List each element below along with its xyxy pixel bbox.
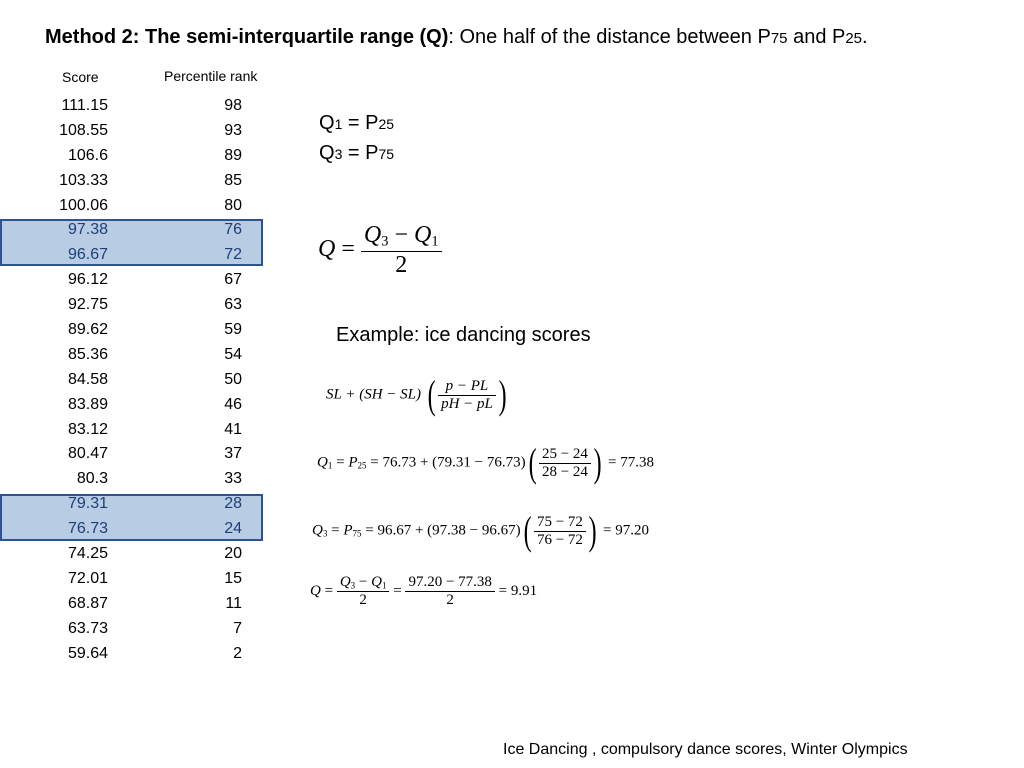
q-calc-frac2: [405, 574, 494, 609]
q3-calc-result: = 97.20: [599, 522, 649, 539]
table-row: [0, 642, 270, 667]
q-calc-num2: 97.20 − 77.38: [408, 574, 492, 590]
percentile-cell: 15: [224, 569, 242, 587]
q3-calc-expr: = 96.67 + (97.38 − 96.67): [361, 522, 521, 539]
q1-calc-p: P: [348, 454, 358, 471]
score-cell: 63.73: [67, 619, 108, 637]
percentile-cell: 54: [224, 345, 242, 363]
q1-calc-lhs: Q: [317, 454, 328, 471]
table-row: [0, 293, 270, 318]
percentile-cell: 28: [224, 495, 242, 513]
title-bold: Method 2: The semi-interquartile range (Q): [45, 26, 449, 48]
title-text-a: : One half of the distance between P: [448, 26, 771, 48]
q3-def-eq: = P: [342, 142, 379, 164]
table-row: [0, 268, 270, 293]
percentile-cell: 76: [224, 221, 242, 239]
q1-calc-lhs-sub: 1: [327, 460, 333, 471]
q1-calc-p-sub: 25: [357, 460, 367, 471]
q-calc-lhs: Q: [310, 582, 321, 599]
score-cell: 106.6: [67, 146, 108, 164]
table-row: [0, 218, 270, 243]
table-row: [0, 567, 270, 592]
score-cell: 85.36: [67, 345, 108, 363]
q3-calc-num: 75 − 72: [536, 513, 583, 530]
q3-def-lhs: Q: [319, 142, 335, 164]
table-row: [0, 542, 270, 567]
table-row: [0, 442, 270, 467]
score-cell: 96.67: [67, 246, 108, 264]
score-cell: 59.64: [67, 644, 108, 662]
percentile-cell: 33: [224, 470, 242, 488]
percentile-cell: 20: [224, 545, 242, 563]
percentile-cell: 24: [224, 520, 242, 538]
percentile-cell: 2: [233, 644, 242, 662]
score-cell: 83.89: [67, 395, 108, 413]
q3-def-lhs-sub: 3: [334, 146, 343, 162]
q-calc-eq: =: [320, 582, 337, 599]
q-formula-den: 2: [361, 251, 442, 279]
q-calc-num1-b-sub: 1: [381, 580, 387, 591]
percentile-cell: 41: [224, 420, 242, 438]
interp-den: pH − pL: [438, 395, 496, 413]
q-formula: [318, 222, 442, 279]
q3-def-rhs-sub: 75: [378, 146, 395, 162]
percentile-cell: 67: [224, 271, 242, 289]
q-calc-num1-minus: −: [355, 574, 372, 590]
percentile-cell: 89: [224, 146, 242, 164]
q-calc-eq2: =: [389, 582, 406, 599]
table-row: [0, 94, 270, 119]
score-cell: 68.87: [67, 594, 108, 612]
table-row: [0, 144, 270, 169]
q1-calc-den: 28 − 24: [539, 463, 591, 481]
q1-calc-num: 25 − 24: [541, 445, 588, 462]
q-calc-num1-a-sub: 3: [350, 580, 356, 591]
table-row: [0, 592, 270, 617]
q3-calc-p-sub: 75: [352, 528, 362, 539]
q-calc-result: = 9.91: [494, 582, 538, 599]
score-cell: 84.58: [67, 370, 108, 388]
score-cell: 80.3: [76, 470, 108, 488]
score-cell: 83.12: [67, 420, 108, 438]
q1-calc-result: = 77.38: [604, 454, 654, 471]
table-row: [0, 492, 270, 517]
percentile-cell: 93: [224, 121, 242, 139]
percentile-header: Percentile rank: [164, 68, 258, 84]
table-row: [0, 318, 270, 343]
q1-calc-expr: = 76.73 + (79.31 − 76.73): [366, 454, 526, 471]
q3-definition: [319, 142, 394, 165]
title-sub-b: 25: [845, 30, 863, 47]
q1-calc-eq: =: [332, 454, 349, 471]
q3-calc-p: P: [343, 522, 353, 539]
q-formula-num-b-sub: 1: [431, 233, 439, 250]
table-row: [0, 418, 270, 443]
percentile-cell: 85: [224, 171, 242, 189]
score-cell: 96.12: [67, 271, 108, 289]
score-cell: 111.15: [61, 97, 108, 114]
q1-def-lhs-sub: 1: [334, 116, 343, 132]
score-cell: 89.62: [67, 321, 108, 339]
score-cell: 79.31: [67, 495, 108, 513]
q3-calc-den: 76 − 72: [534, 531, 586, 549]
example-label: Example: ice dancing scores: [336, 324, 591, 346]
q-calculation: [310, 574, 537, 609]
score-header: Score: [62, 69, 99, 85]
score-cell: 97.38: [67, 221, 108, 239]
q-formula-minus: −: [388, 222, 414, 248]
q1-def-eq: = P: [342, 112, 379, 134]
percentile-cell: 50: [224, 370, 242, 388]
table-row: [0, 368, 270, 393]
q1-def-rhs-sub: 25: [378, 116, 395, 132]
q3-calc-lhs: Q: [312, 522, 323, 539]
table-row: [0, 119, 270, 144]
title-text-b: and P: [787, 26, 846, 48]
percentile-cell: 37: [224, 445, 242, 463]
q1-definition: [319, 112, 394, 135]
score-cell: 108.55: [59, 121, 108, 139]
percentile-cell: 7: [233, 619, 242, 637]
score-cell: 100.06: [59, 196, 108, 214]
interp-lead: SL + (SH − SL): [326, 386, 421, 403]
percentile-cell: 98: [224, 97, 242, 114]
title-text-c: .: [862, 26, 868, 48]
q1-def-lhs: Q: [319, 112, 335, 134]
score-cell: 72.01: [67, 569, 108, 587]
score-table: [0, 94, 270, 666]
q-calc-frac1: [337, 574, 390, 609]
q1-calculation: Q1 = P25 = 76.73 + (79.31 − 76.73)( $\frac{25 - 24}{28 - 24}$ ) = 77.38: [317, 440, 654, 485]
q-formula-fraction: [361, 222, 442, 279]
slide-footer: Ice Dancing , compulsory dance scores, Winter Olympics: [503, 741, 908, 758]
q3-calc-lhs-sub: 3: [322, 528, 328, 539]
table-row: [0, 343, 270, 368]
q-calc-den2: 2: [405, 591, 494, 609]
q-formula-num-b: Q: [413, 222, 432, 248]
slide-title: [45, 26, 868, 49]
percentile-cell: 80: [224, 196, 242, 214]
q-calc-den1: 2: [337, 591, 390, 609]
q-formula-num-a: Q: [363, 222, 382, 248]
q3-calc-eq: =: [327, 522, 344, 539]
interpolation-formula: SL + (SH − SL) ( $\frac{p - PL}{pH - pL}$ ): [326, 372, 507, 417]
percentile-cell: 46: [224, 395, 242, 413]
title-sub-a: 75: [770, 30, 788, 47]
score-cell: 103.33: [59, 171, 108, 189]
percentile-cell: 11: [225, 594, 242, 612]
q-calc-num1-b: Q: [371, 574, 382, 590]
q-formula-eq: =: [341, 235, 355, 262]
percentile-cell: 72: [224, 246, 242, 264]
table-row: [0, 393, 270, 418]
table-row: [0, 169, 270, 194]
percentile-cell: 59: [224, 321, 242, 339]
interp-num: p − PL: [445, 377, 489, 394]
score-cell: 92.75: [67, 296, 108, 314]
table-row: [0, 467, 270, 492]
q-calc-num1-a: Q: [339, 574, 351, 590]
q-formula-lhs: Q: [318, 235, 336, 262]
score-cell: 80.47: [67, 445, 108, 463]
table-row: [0, 617, 270, 642]
table-row: [0, 194, 270, 219]
table-row: [0, 517, 270, 542]
score-cell: 76.73: [67, 520, 108, 538]
percentile-cell: 63: [224, 296, 242, 314]
q3-calculation: Q3 = P75 = 96.67 + (97.38 − 96.67)( $\frac{75 - 72}{76 - 72}$ ) = 97.20: [312, 508, 649, 553]
score-cell: 74.25: [67, 545, 108, 563]
table-row: [0, 243, 270, 268]
q-formula-num-a-sub: 3: [381, 233, 389, 250]
